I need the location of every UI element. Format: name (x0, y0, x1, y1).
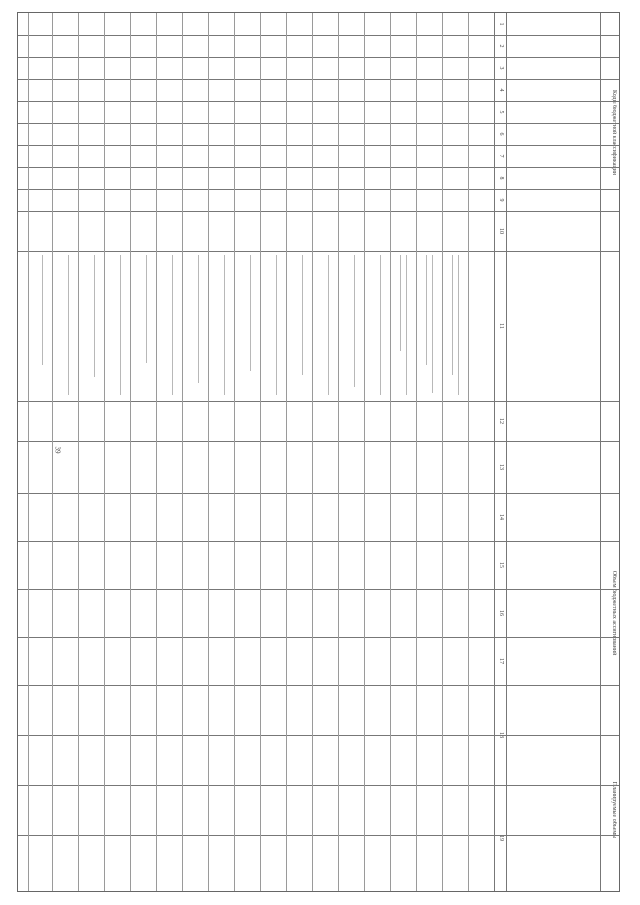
illegible-text (406, 255, 407, 395)
col-line (18, 685, 619, 686)
col-line (18, 637, 619, 638)
col-line (18, 401, 619, 402)
illegible-text (120, 255, 121, 395)
table-row (286, 13, 287, 891)
table-row (28, 13, 29, 891)
table-row (182, 13, 183, 891)
col-number: 18 (498, 732, 504, 738)
col-line (18, 189, 619, 190)
table-row (468, 13, 469, 891)
col-number: 9 (498, 198, 504, 202)
budget-table (17, 12, 620, 892)
table-row (78, 13, 79, 891)
col-number: 14 (498, 514, 504, 520)
illegible-text (250, 255, 251, 371)
col-number: 16 (498, 610, 504, 616)
col-line (18, 79, 619, 80)
col-number: 7 (498, 154, 504, 158)
col-line (18, 541, 619, 542)
col-number: 10 (498, 228, 504, 234)
col-line (18, 251, 619, 252)
illegible-text (68, 255, 69, 395)
illegible-text (354, 255, 355, 387)
table-row (234, 13, 235, 891)
col-line (18, 35, 619, 36)
illegible-text (380, 255, 381, 395)
table-row (442, 13, 443, 891)
table-row (130, 13, 131, 891)
col-number: 11 (498, 323, 504, 329)
page-number: 39 (53, 446, 62, 454)
illegible-text (426, 255, 427, 365)
header-budget-codes: Коды бюджетной классификации (611, 90, 617, 175)
col-number: 12 (498, 418, 504, 424)
illegible-text (146, 255, 147, 363)
col-line (18, 167, 619, 168)
table-row (156, 13, 157, 891)
illegible-text (198, 255, 199, 383)
illegible-text (302, 255, 303, 375)
table-row (338, 13, 339, 891)
table-row (390, 13, 391, 891)
col-line (18, 441, 619, 442)
illegible-text (42, 255, 43, 365)
col-line (18, 145, 619, 146)
col-number: 19 (498, 835, 504, 841)
col-line (18, 785, 619, 786)
col-number: 3 (498, 66, 504, 70)
table-row (208, 13, 209, 891)
col-line (18, 57, 619, 58)
table-row (312, 13, 313, 891)
illegible-text (94, 255, 95, 377)
header-allocations: Объем бюджетных ассигнований (611, 570, 617, 656)
col-number: 2 (498, 44, 504, 48)
col-number: 5 (498, 110, 504, 114)
illegible-text (328, 255, 329, 395)
col-line (18, 589, 619, 590)
col-number: 17 (498, 658, 504, 664)
table-row (260, 13, 261, 891)
col-line (18, 123, 619, 124)
col-line (18, 835, 619, 836)
illegible-text (400, 255, 401, 351)
col-line (18, 493, 619, 494)
col-line (18, 211, 619, 212)
illegible-text (432, 255, 433, 393)
col-number: 4 (498, 88, 504, 92)
illegible-text (452, 255, 453, 375)
illegible-text (172, 255, 173, 395)
header-planned: Планируемые объемы (611, 781, 617, 839)
col-number: 1 (498, 22, 504, 26)
col-number: 13 (498, 464, 504, 470)
col-number: 15 (498, 562, 504, 568)
col-line (18, 101, 619, 102)
illegible-text (458, 255, 459, 395)
table-row (104, 13, 105, 891)
illegible-text (276, 255, 277, 395)
table-row (52, 13, 53, 891)
col-number: 8 (498, 176, 504, 180)
col-number: 6 (498, 132, 504, 136)
col-line (18, 735, 619, 736)
table-row (364, 13, 365, 891)
table-row (416, 13, 417, 891)
illegible-text (224, 255, 225, 395)
